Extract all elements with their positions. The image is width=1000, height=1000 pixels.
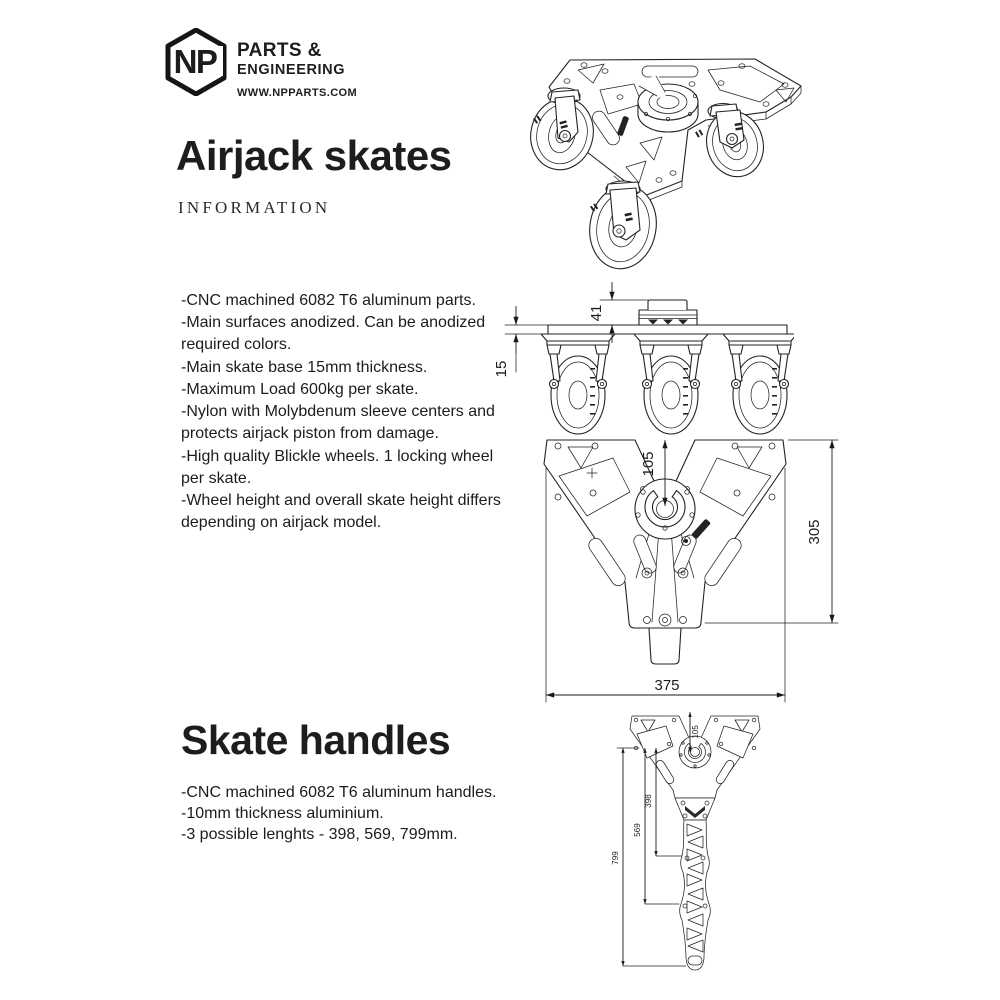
logo-monogram: NP — [173, 43, 217, 80]
caster-right — [723, 334, 794, 434]
iso-front-wheel — [583, 180, 663, 274]
spec-item: -Nylon with Molybdenum sleeve centers and protects airjack piston from damage. — [181, 403, 495, 443]
handle-drawing — [605, 708, 801, 994]
spec-item: -10mm thickness aluminium. — [181, 804, 384, 822]
brand-block — [165, 28, 357, 99]
top-view-drawing — [535, 432, 845, 708]
isometric-skate-drawing — [492, 40, 827, 275]
spec-item: -3 possible lenghts - 398, 569, 799mm. — [181, 825, 458, 843]
dim-15 — [493, 306, 516, 377]
caster-middle — [634, 334, 708, 434]
handle-shaft — [680, 801, 711, 970]
spec-item: -Wheel height and overall skate height differs depending on airjack model. — [181, 492, 501, 532]
dim-label-799: 799 — [611, 851, 620, 865]
dim-label-41: 41 — [588, 304, 605, 322]
dim-label-305: 305 — [806, 519, 823, 545]
dim-label-15: 15 — [493, 360, 510, 378]
dim-label-375: 375 — [654, 677, 680, 694]
dim-label-398: 398 — [644, 794, 653, 808]
dim-label-105: 105 — [640, 451, 657, 477]
spec-item: -CNC machined 6082 T6 aluminum handles. — [181, 784, 497, 801]
spec-item: -Main surfaces anodized. Can be anodized required colors. — [181, 314, 486, 354]
dim-label-569: 569 — [633, 823, 642, 837]
spec-item: -Maximum Load 600kg per skate. — [181, 380, 419, 398]
center-boss — [639, 300, 697, 325]
page-subtitle: INFORMATION — [178, 198, 331, 217]
caster-left — [541, 334, 615, 434]
brand-name-line2: ENGINEERING — [237, 62, 346, 78]
brand-name-line1: PARTS & — [237, 40, 322, 61]
np-hexagon-logo-icon — [165, 28, 227, 96]
spec-item: -Main skate base 15mm thickness. — [181, 358, 428, 376]
skate-spec-list — [181, 290, 501, 535]
section-title-handles: Skate handles — [181, 717, 451, 763]
handle-spec-list — [181, 783, 511, 845]
spec-item: -High quality Blickle wheels. 1 locking wheel per skate. — [181, 447, 494, 487]
brand-website: WWW.NPPARTS.COM — [237, 86, 358, 99]
side-view-drawing — [482, 280, 794, 438]
dim-label-105-handle: 105 — [691, 725, 700, 739]
spec-item: -CNC machined 6082 T6 aluminum parts. — [181, 292, 476, 309]
page-title: Airjack skates — [176, 132, 452, 179]
skate-base-plate — [548, 325, 787, 334]
